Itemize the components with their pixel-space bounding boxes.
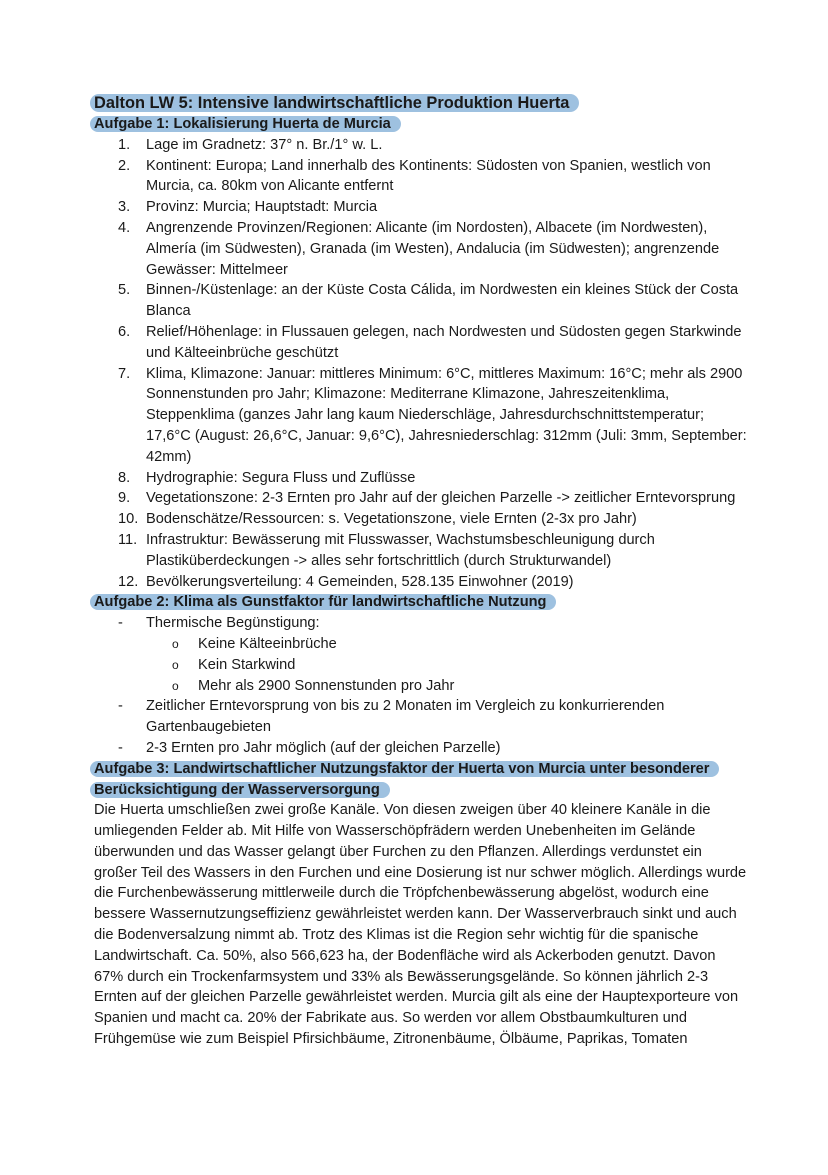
dash-bullet: - [118,739,123,756]
item-text: Infrastruktur: Bewässerung mit Flusswasser, Wachstumsbeschleunigung durch Plastiküberdeckungen -> alles sehr fortschrittlich (durch Strukturwandel) [146,531,655,569]
item-number: 9. [118,490,131,507]
item-number: 6. [118,323,131,340]
sub-list-item [172,655,748,676]
item-text: Bodenschätze/Ressourcen: s. Vegetationszone, viele Ernten (2-3x pro Jahr) [146,511,637,528]
circle-bullet: o [172,636,179,651]
item-text: 2-3 Ernten pro Jahr möglich (auf der gleichen Parzelle) [146,739,501,756]
list-item [118,135,748,156]
item-number: 2. [118,157,131,174]
dash-bullet: - [118,615,123,632]
list-item [118,364,748,468]
item-text: Kontinent: Europa; Land innerhalb des Kontinents: Südosten von Spanien, westlich von Murcia, ca. 80km von Alicante entfernt [146,157,711,195]
task2-heading-text: Aufgabe 2: Klima als Gunstfaktor für landwirtschaftliche Nutzung [90,594,556,610]
sub-list-item [172,676,748,697]
item-number: 4. [118,219,131,236]
item-number: 8. [118,469,131,486]
list-item [118,509,748,530]
task3-heading [94,759,748,801]
item-number: 7. [118,365,131,382]
list-item [118,156,748,198]
sub-list-item [172,634,748,655]
document-title-text: Dalton LW 5: Intensive landwirtschaftliche Produktion Huerta [90,94,579,112]
list-item [118,280,748,322]
item-number: 5. [118,282,131,299]
task2-heading [94,592,748,613]
list-item [118,613,748,696]
item-text: Binnen-/Küstenlage: an der Küste Costa Cálida, im Nordwesten ein kleines Stück der Costa Blanca [146,282,739,320]
item-text: Provinz: Murcia; Hauptstadt: Murcia [146,199,378,216]
list-item [118,696,748,738]
circle-bullet: o [172,678,179,693]
list-item [118,738,748,759]
list-item [118,488,748,509]
item-text: Angrenzende Provinzen/Regionen: Alicante (im Nordosten), Albacete (im Nordwesten), Almería (im Südwesten), Granada (im Westen), Andalucia (im Südwesten); angrenzende Gewässer: Mittelmeer [146,219,720,278]
task1-heading [94,114,748,135]
sub-item-text: Mehr als 2900 Sonnenstunden pro Jahr [198,677,455,694]
list-item [118,322,748,364]
document-title [94,92,748,114]
item-text: Thermische Begünstigung: [146,615,320,632]
item-text: Klima, Klimazone: Januar: mittleres Minimum: 6°C, mittleres Maximum: 16°C; mehr als 2900 Sonnenstunden pro Jahr; Klimazone: Mediterrane Klimazone, Jahreszeitenklima, Steppenklima (ganzes Jahr lang kaum Niederschläge, Jahresdurchschnittstemperatur; 17,6°C (August: 26,6°C, Januar: 9,6°C), Jahresniederschlag: 312mm (Juli: 3mm, September: 42mm) [146,365,747,465]
item-text: Relief/Höhenlage: in Flussauen gelegen, nach Nordwesten und Südosten gegen Starkwinde und Kälteeinbrüche geschützt [146,323,742,361]
task1-heading-text: Aufgabe 1: Lokalisierung Huerta de Murcia [90,116,401,132]
item-number: 11. [118,531,138,548]
item-number: 1. [118,136,131,153]
item-text: Lage im Gradnetz: 37° n. Br./1° w. L. [146,136,383,153]
item-text: Vegetationszone: 2-3 Ernten pro Jahr auf der gleichen Parzelle -> zeitlicher Erntevorsprung [146,490,736,507]
task3-body: Die Huerta umschließen zwei große Kanäle. Von diesen zweigen über 40 kleinere Kanäle in die umliegenden Felder ab. Mit Hilfe von Wasserschöpfrädern werden Unebenheiten im Gelände überwunden und das Wasser gelangt über Furchen zu den Pflanzen. Allerdings verdunstet ein großer Teil des Wassers in den Furchen und eine Dosierung ist nur schwer möglich. Allerdings wurde die Furchenbewässerung mittlerweile durch die Tröpfchenbewässerung abgelöst, wodurch eine bessere Wassernutzungseffizienz gewährleistet werden kann. Der Wasserverbrauch sinkt und auch die Bodenversalzung nimmt ab. Trotz des Klimas ist die Region sehr wichtig für die spanische Landwirtschaft. Ca. 50%, also 566,623 ha, der Bodenfläche wird als Ackerboden genutzt. Davon 67% durch ein Trockenfarmsystem und 33% als Bewässerungsgelände. So können jährlich 2-3 Ernten auf der gleichen Parzelle gewährleistet werden. Murcia gilt als eine der Hauptexporteure von Spanien und macht ca. 20% der Fabrikate aus. So werden vor allem Obstbaumkulturen und Frühgemüse wie zum Beispiel Pfirsichbäume, Zitronenbäume, Ölbäume, Paprikas, Tomaten [94,802,747,1048]
task3-heading-text: Aufgabe 3: Landwirtschaftlicher Nutzungsfaktor der Huerta von Murcia unter besonderer Berücksichtigung der Wasserversorgung [90,761,719,798]
list-item [118,530,748,572]
list-item [118,218,748,280]
sub-item-text: Keine Kälteeinbrüche [198,635,337,652]
list-item [118,572,748,593]
item-text: Hydrographie: Segura Fluss und Zuflüsse [146,469,416,486]
task2-list [94,613,748,759]
item-number: 12. [118,573,139,590]
task1-list [94,135,748,593]
circle-bullet: o [172,657,179,672]
sub-item-text: Kein Starkwind [198,656,296,673]
item-number: 3. [118,199,131,216]
list-item [118,468,748,489]
item-number: 10. [118,511,139,528]
item-text: Zeitlicher Erntevorsprung von bis zu 2 Monaten im Vergleich zu konkurrierenden Gartenbaugebieten [146,698,665,736]
sub-list [146,634,748,696]
dash-bullet: - [118,698,123,715]
item-text: Bevölkerungsverteilung: 4 Gemeinden, 528.135 Einwohner (2019) [146,573,574,590]
list-item [118,197,748,218]
